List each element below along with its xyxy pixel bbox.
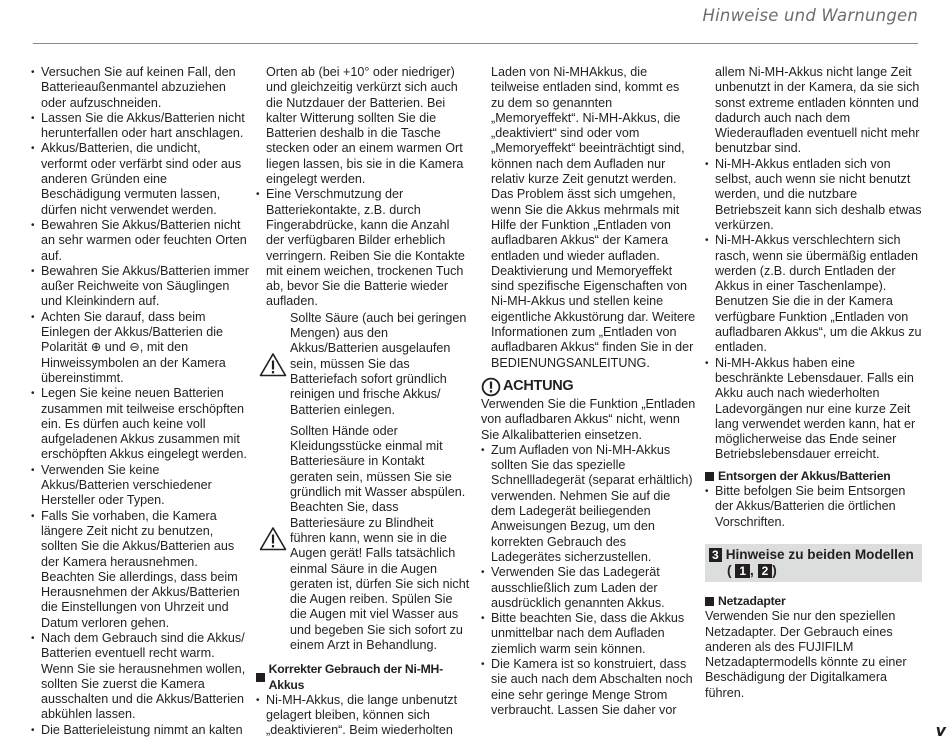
model-separator: , <box>750 562 754 578</box>
continued-text: allem Ni-MH-Akkus nicht lange Zeit unbenutzt in der Kamera, da sie sich sonst extreme entladen könnten und dadurch auch nach dem Wiederaufladen eventuell nicht mehr benutzbar sind. <box>715 65 920 156</box>
list-item: • Zum Aufladen von Ni-MH-Akkus sollten Sie das spezielle Schnellladegerät (separat erhältlich) verwenden. Nehmen Sie auf die dem Ladegerät beiliegenden Anweisungen Bezug, um den korrekten Gebrauch des Ladegerätes sicherzustellen. <box>481 443 696 565</box>
list-item: • Bitte befolgen Sie beim Entsorgen der Akkus/Batterien die örtlichen Vorschriften. <box>705 484 922 530</box>
models-section-box <box>705 544 922 582</box>
column-1 <box>31 65 249 738</box>
list-item: • Die Batterieleistung nimmt an kalten <box>31 723 249 738</box>
list-item: • Falls Sie vorhaben, die Kamera längere Zeit nicht zu benutzen, sollten Sie die Akkus/Batterien aus der Kamera herausnehmen. Beachten Sie allerdings, dass beim Herausnehmen der Akkus/Batterien die Einstellungen von Uhrzeit und Datum verloren gehen. <box>31 509 249 631</box>
list-item: • Ni-MH-Akkus, die lange unbenutzt gelagert bleiben, können sich „deaktivieren“. Beim wiederholten <box>256 693 470 739</box>
section-heading <box>256 662 470 693</box>
caution-text: Verwenden Sie die Funktion „Entladen von aufladbaren Akkus“ nicht, wenn Sie Alkalibatterien einsetzen. <box>481 396 696 442</box>
battery-warnings-list <box>31 65 249 738</box>
page-header-title: Hinweise und Warnungen <box>702 6 918 25</box>
polarity-text-3: , mit den Hinweissymbolen an der Kamera übereinstimmt. <box>41 340 226 385</box>
square-bullet-icon <box>705 597 714 606</box>
list-item: • Akkus/Batterien, die undicht, verformt oder verfärbt sind oder aus anderen Gründen eine Beschädigung vermuten lassen, dürfen nicht verwendet werden. <box>31 141 249 217</box>
square-bullet-icon <box>256 673 265 682</box>
section-heading <box>705 469 922 484</box>
list-item: • Bewahren Sie Akkus/Batterien nicht an sehr warmen oder feuchten Orten auf. <box>31 218 249 264</box>
list-item: • Bitte beachten Sie, dass die Akkus unmittelbar nach dem Aufladen ziemlich warm sein können. <box>481 611 696 657</box>
section-title: Entsorgen der Akkus/Batterien <box>718 468 891 483</box>
caution-icon <box>481 377 501 397</box>
model-badges <box>709 563 918 579</box>
list-item-polarity <box>31 310 249 386</box>
paren-open: ( <box>727 562 732 578</box>
warning-text: Sollten Hände oder Kleidungsstücke einmal mit Batteriesäure in Kontakt geraten sein, müssen Sie sie gründlich mit Wasser abspülen. Beachten Sie, dass Batteriesäure zu Blindheit führen kann, wenn sie in die Augen gerät! Falls tatsächlich einmal Säure in die Augen geraten ist, dürfen Sie sich nicht die Augen reiben. Spülen Sie die Augen mit viel Wasser aus und begeben Sie sich sofort zu einem Arzt in Behandlung. <box>290 423 470 652</box>
list-item: • Nach dem Gebrauch sind die Akkus/ Batterien eventuell recht warm. Wenn Sie sie herausnehmen wollen, sollten Sie zuerst die Kamera ausschalten und die Akkus/Batterien abkühlen lassen. <box>31 631 249 723</box>
list-item: • Verwenden Sie das Ladegerät ausschließlich zum Laden der ausdrücklich genannten Akkus. <box>481 565 696 611</box>
adapter-text: Verwenden Sie nur den speziellen Netzadapter. Der Gebrauch eines anderen als des FUJIFILM Netzadaptermodells könnte zu einer Beschädigung der Digitalkamera führen. <box>705 609 907 700</box>
list-item: • Ni-MH-Akkus haben eine beschränkte Lebensdauer. Falls ein Akku auch nach wiederholten Ladevorgängen nur eine kurze Zeit lang verwendet werden kann, hat er möglicherweise das Ende seiner Betriebslebensdauer erreicht. <box>705 356 922 463</box>
section-heading <box>705 594 922 609</box>
list-item: • Bewahren Sie Akkus/Batterien immer außer Reichweite von Säuglingen und Kleinkindern auf. <box>31 264 249 310</box>
section-number-badge: 3 <box>709 548 722 562</box>
list-item: • Verwenden Sie keine Akkus/Batterien verschiedener Hersteller oder Typen. <box>31 463 249 509</box>
section-title: Korrekter Gebrauch der Ni-MH-Akkus <box>268 662 443 692</box>
list-item: • Legen Sie keine neuen Batterien zusammen mit teilweise erschöpften ein. Es dürfen auch keine voll aufgeladenen Akkus zusammen mit erschöpften Akkus eingelegt werden. <box>31 386 249 462</box>
polarity-text-2: und <box>101 340 130 355</box>
warning-block-acid-contact <box>256 424 470 653</box>
minus-pole-icon: ⊖ <box>129 340 140 355</box>
plus-pole-icon: ⊕ <box>90 340 102 355</box>
warning-text: Sollte Säure (auch bei geringen Mengen) aus den Akkus/Batterien ausgelaufen sein, müssen Sie das Batteriefach sofort gründlich reinigen und frische Akkus/ Batterien einlegen. <box>290 310 467 417</box>
models-section-title: Hinweise zu beiden Modellen <box>725 546 914 562</box>
column-2 <box>256 65 470 739</box>
warning-block-acid-leak <box>256 311 470 418</box>
column-4 <box>705 65 922 701</box>
list-item: • Ni-MH-Akkus verschlechtern sich rasch, wenn sie übermäßig entladen werden (z.B. durch Entladen der Akkus in einer Taschenlampe). Benutzen Sie die in der Kamera verfügbare Funktion „Entladen von aufladbaren Akkus“, um die Akkus zu entladen. <box>705 233 922 355</box>
list-item: • Versuchen Sie auf keinen Fall, den Batterieaußenmantel abzuziehen oder aufzuschneiden. <box>31 65 249 111</box>
page-number: v <box>935 721 946 740</box>
column-3 <box>481 65 696 718</box>
model-1-badge: 1 <box>735 564 750 578</box>
caution-heading <box>481 377 696 397</box>
model-2-badge: 2 <box>758 564 773 578</box>
polarity-text-1: Achten Sie darauf, dass beim Einlegen der Akkus/Batterien die Polarität <box>41 309 224 355</box>
list-item: • Die Kamera ist so konstruiert, dass sie auch nach dem Abschalten noch eine sehr geringe Menge Strom verbraucht. Lassen Sie daher vor <box>481 657 696 718</box>
continued-text: Laden von Ni-MHAkkus, die teilweise entladen sind, kommt es zu dem so genannten „Memoryeffekt“. Ni-MH-Akkus, die „deaktiviert“ sind oder vom „Memoryeffekt“ beeinträchtigt sind, können nach dem Aufladen nur relativ kurze Zeit genutzt werden. Das Problem ässt sich umgehen, wenn Sie die Akkus mehrmals mit Hilfe der Funktion „Entladen von aufladbaren Akkus“ der Kamera entladen und wieder aufladen. <box>491 65 685 263</box>
header-divider <box>33 43 918 44</box>
square-bullet-icon <box>705 472 714 481</box>
list-item: • Eine Verschmutzung der Batteriekontakte, z.B. durch Fingerabdrücke, kann die Anzahl der verfügbaren Bilder erheblich verringern. Reiben Sie die Kontakte mit einem weichen, trockenen Tuch ab, bevor Sie die Batterie wieder aufladen. <box>256 187 470 309</box>
warning-triangle-icon <box>256 352 290 377</box>
paren-close: ) <box>772 562 777 578</box>
list-item: • Ni-MH-Akkus entladen sich von selbst, auch wenn sie nicht benutzt werden, und die nutzbare Betriebszeit kann sich deshalb etwas verkürzen. <box>705 157 922 233</box>
caution-title: ACHTUNG <box>503 378 574 395</box>
list-item: • Lassen Sie die Akkus/Batterien nicht herunterfallen oder hart anschlagen. <box>31 111 249 142</box>
section-title: Netzadapter <box>718 593 786 608</box>
continued-text: Orten ab (bei +10° oder niedriger) und gleichzeitig verkürzt sich auch die Nutzdauer der Batterien. Bei kalter Witterung sollten Sie die Batterien deshalb in die Tasche stecken oder an einem warmen Ort liegen lassen, bis sie in die Kamera eingelegt werden. <box>266 65 464 187</box>
memory-effect-paragraph: Deaktivierung und Memoryeffekt sind spezifische Eigenschaften von Ni-MH-Akkus und stellen keine eigentliche Akkustörung dar. Weitere Informationen zum „Entladen von aufladbaren Akkus“ finden Sie in der BEDIENUNGSANLEITUNG. <box>491 263 696 370</box>
warning-triangle-icon <box>256 526 290 551</box>
